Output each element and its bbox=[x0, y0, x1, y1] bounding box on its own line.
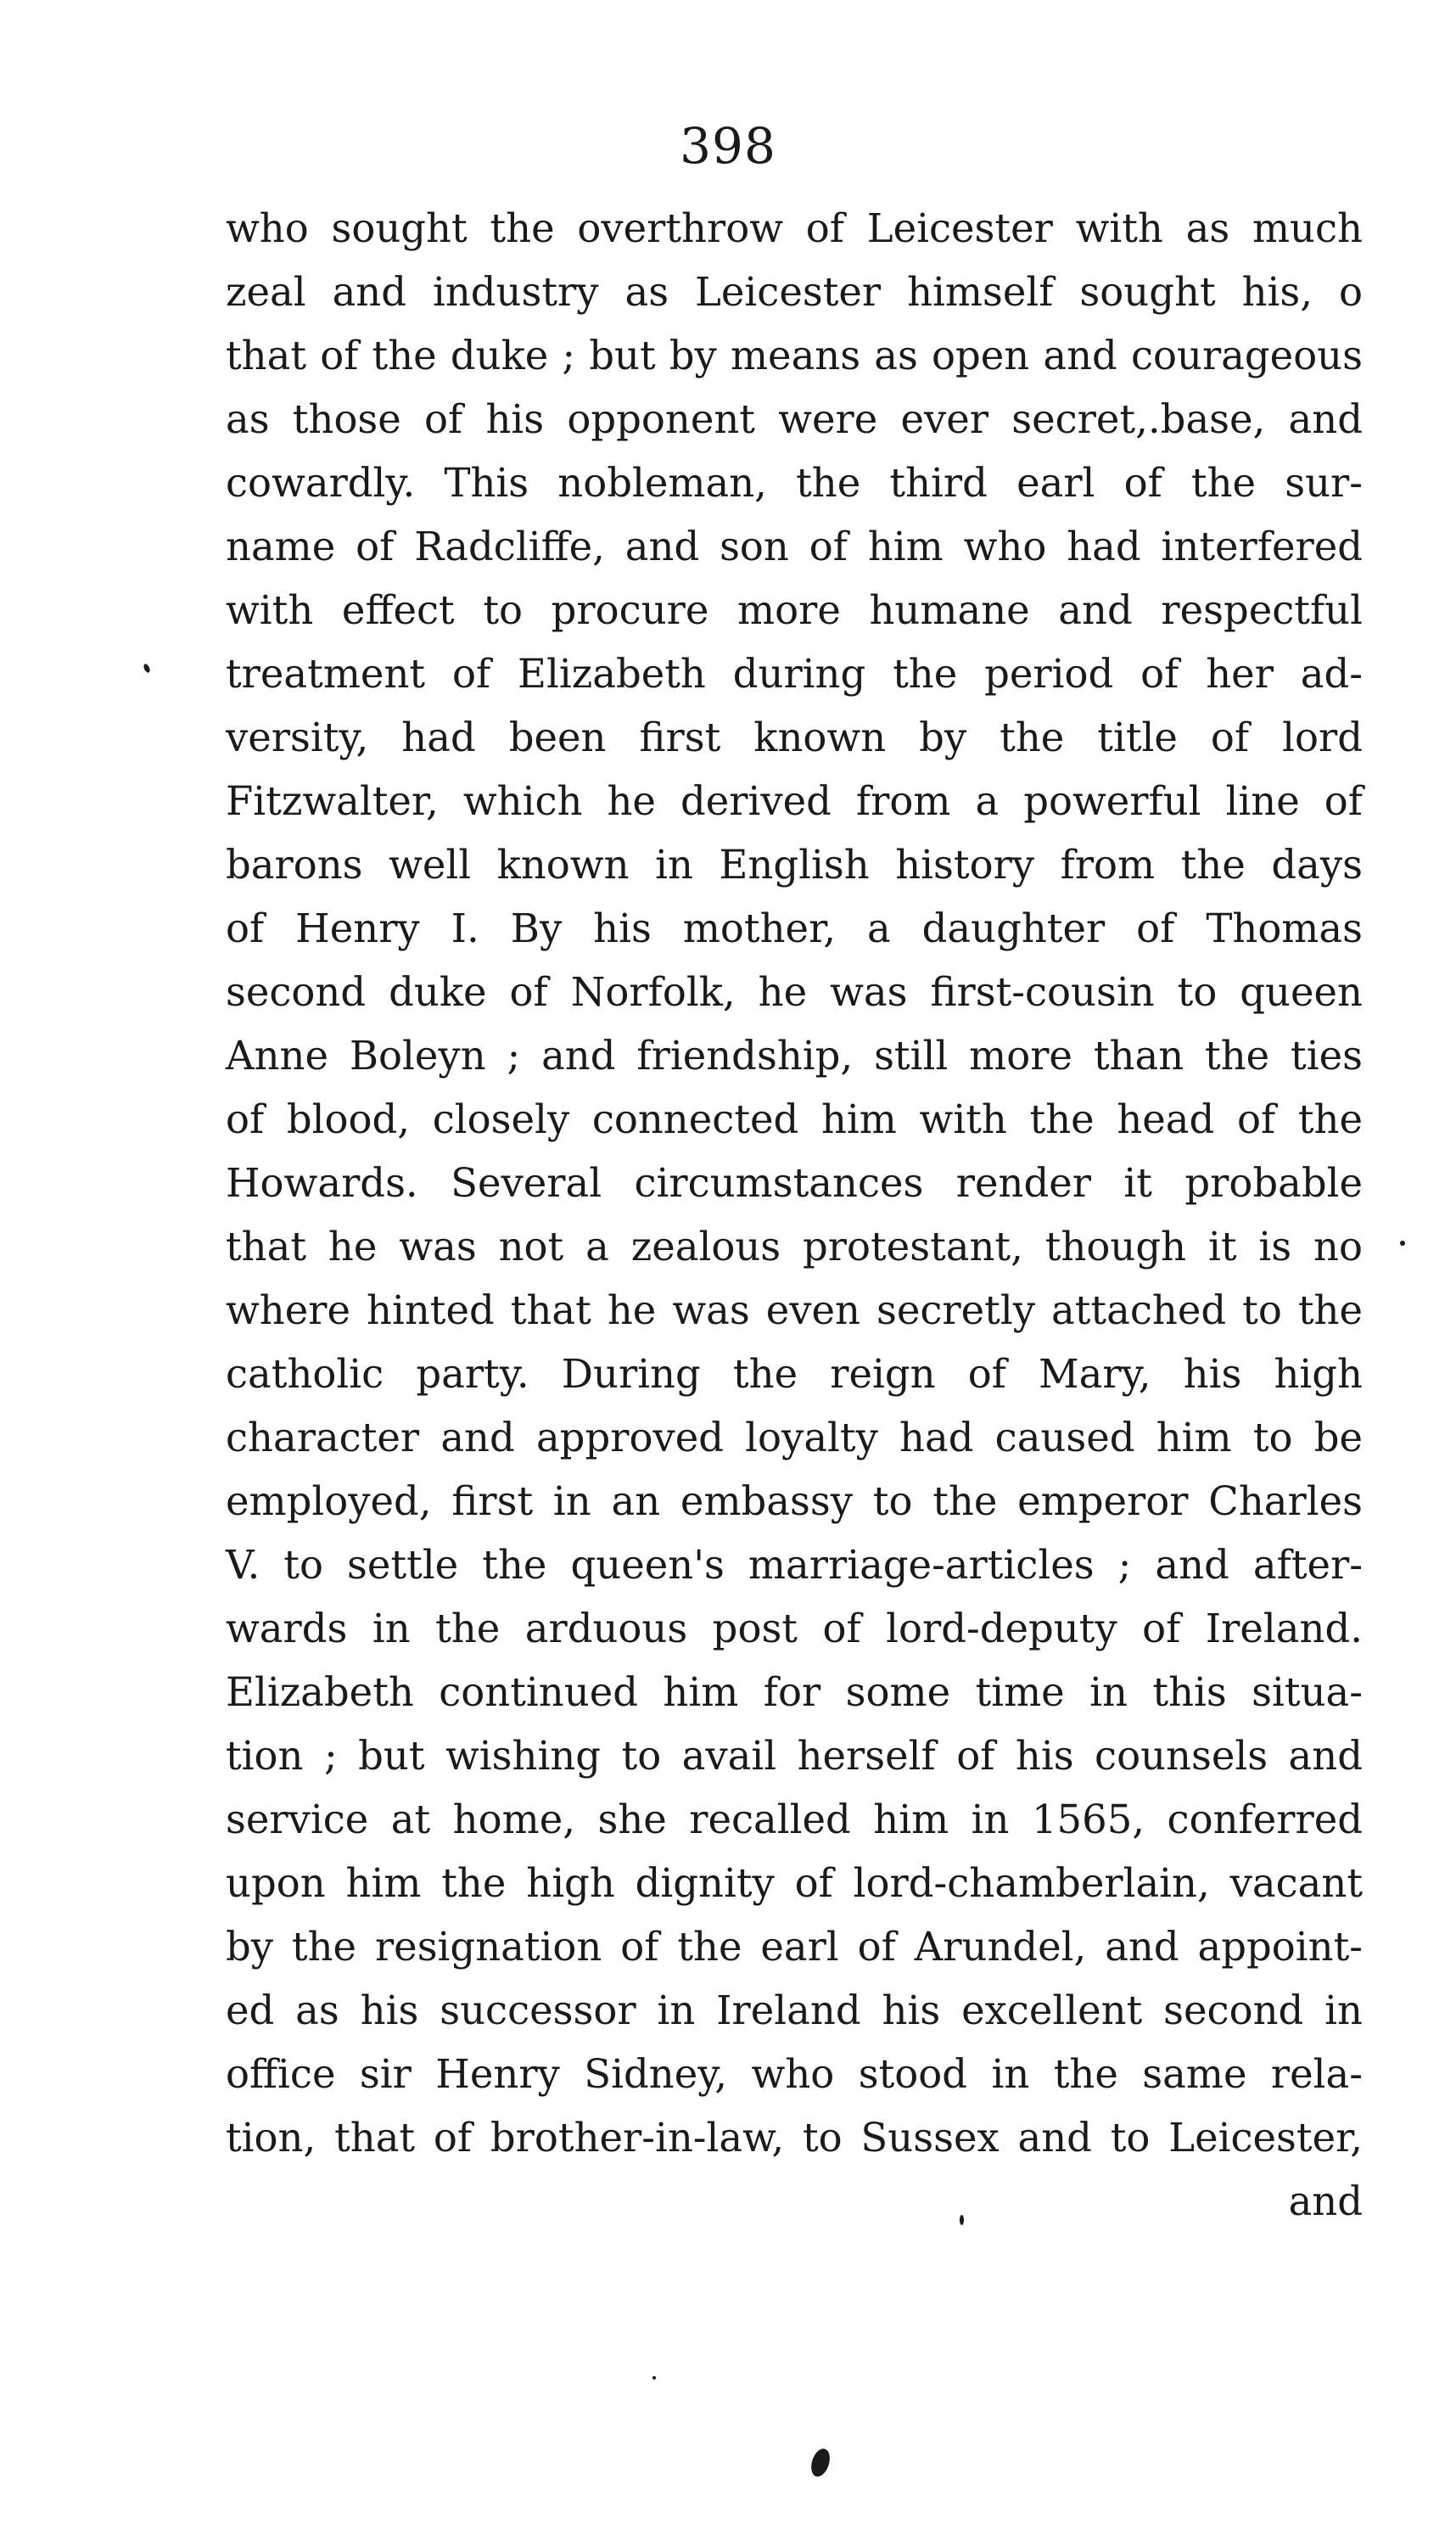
ink-speck bbox=[143, 663, 151, 674]
text-line: office sir Henry Sidney, who stood in the same rela- bbox=[226, 2051, 1363, 2097]
text-line: upon him the high dignity of lord-chamberlain, vacant bbox=[226, 1860, 1363, 1906]
text-line: with effect to procure more humane and respectful bbox=[226, 587, 1363, 633]
text-line: who sought the overthrow of Leicester with as much bbox=[226, 205, 1363, 251]
page-number: 398 bbox=[680, 117, 776, 175]
text-line: Howards. Several circumstances render it probable bbox=[226, 1160, 1363, 1206]
ink-blot bbox=[808, 2447, 833, 2480]
text-line: second duke of Norfolk, he was first-cousin to queen bbox=[226, 969, 1363, 1015]
text-line: barons well known in English history from the days bbox=[226, 842, 1363, 888]
body-text bbox=[226, 197, 1363, 2234]
text-line: zeal and industry as Leicester himself sought his, o bbox=[226, 269, 1363, 315]
text-line: Fitzwalter, which he derived from a powerful line of bbox=[226, 778, 1363, 824]
text-line: versity, had been first known by the title of lord bbox=[226, 715, 1363, 760]
text-line: that he was not a zealous protestant, though it is no bbox=[226, 1224, 1363, 1270]
text-line: service at home, she recalled him in 1565, conferred bbox=[226, 1797, 1363, 1842]
text-line: tion ; but wishing to avail herself of his counsels and bbox=[226, 1733, 1363, 1779]
text-line: name of Radcliffe, and son of him who had interfered bbox=[226, 524, 1363, 569]
text-line: character and approved loyalty had caused him to be bbox=[226, 1415, 1363, 1460]
text-line: employed, first in an embassy to the emperor Charles bbox=[226, 1478, 1363, 1524]
text-line: of Henry I. By his mother, a daughter of Thomas bbox=[226, 905, 1363, 951]
text-line: Anne Boleyn ; and friendship, still more than the ties bbox=[226, 1033, 1363, 1079]
text-line: Elizabeth continued him for some time in this situa- bbox=[226, 1669, 1363, 1715]
text-line: by the resignation of the earl of Arundel, and appoint- bbox=[226, 1924, 1363, 1970]
text-line: as those of his opponent were ever secret,.base, and bbox=[226, 396, 1363, 442]
text-line: wards in the arduous post of lord-deputy of Ireland. bbox=[226, 1606, 1363, 1651]
text-line: ed as his successor in Ireland his excellent second in bbox=[226, 1987, 1363, 2033]
ink-speck bbox=[1400, 1241, 1405, 1246]
catchword: and bbox=[1288, 2178, 1363, 2224]
text-line: treatment of Elizabeth during the period of her ad- bbox=[226, 651, 1363, 697]
text-line: that of the duke ; but by means as open and courageous bbox=[226, 333, 1363, 378]
text-line: of blood, closely connected him with the head of the bbox=[226, 1096, 1363, 1142]
ink-speck bbox=[960, 2215, 964, 2225]
text-line: where hinted that he was even secretly attached to the bbox=[226, 1287, 1363, 1333]
text-line: cowardly. This nobleman, the third earl of the sur- bbox=[226, 460, 1363, 506]
text-line: V. to settle the queen's marriage-articles ; and after- bbox=[226, 1542, 1363, 1588]
text-line: catholic party. During the reign of Mary, his high bbox=[226, 1351, 1363, 1397]
text-line: tion, that of brother-in-law, to Sussex and to Leicester, bbox=[226, 2115, 1363, 2161]
ink-speck bbox=[652, 2376, 656, 2379]
